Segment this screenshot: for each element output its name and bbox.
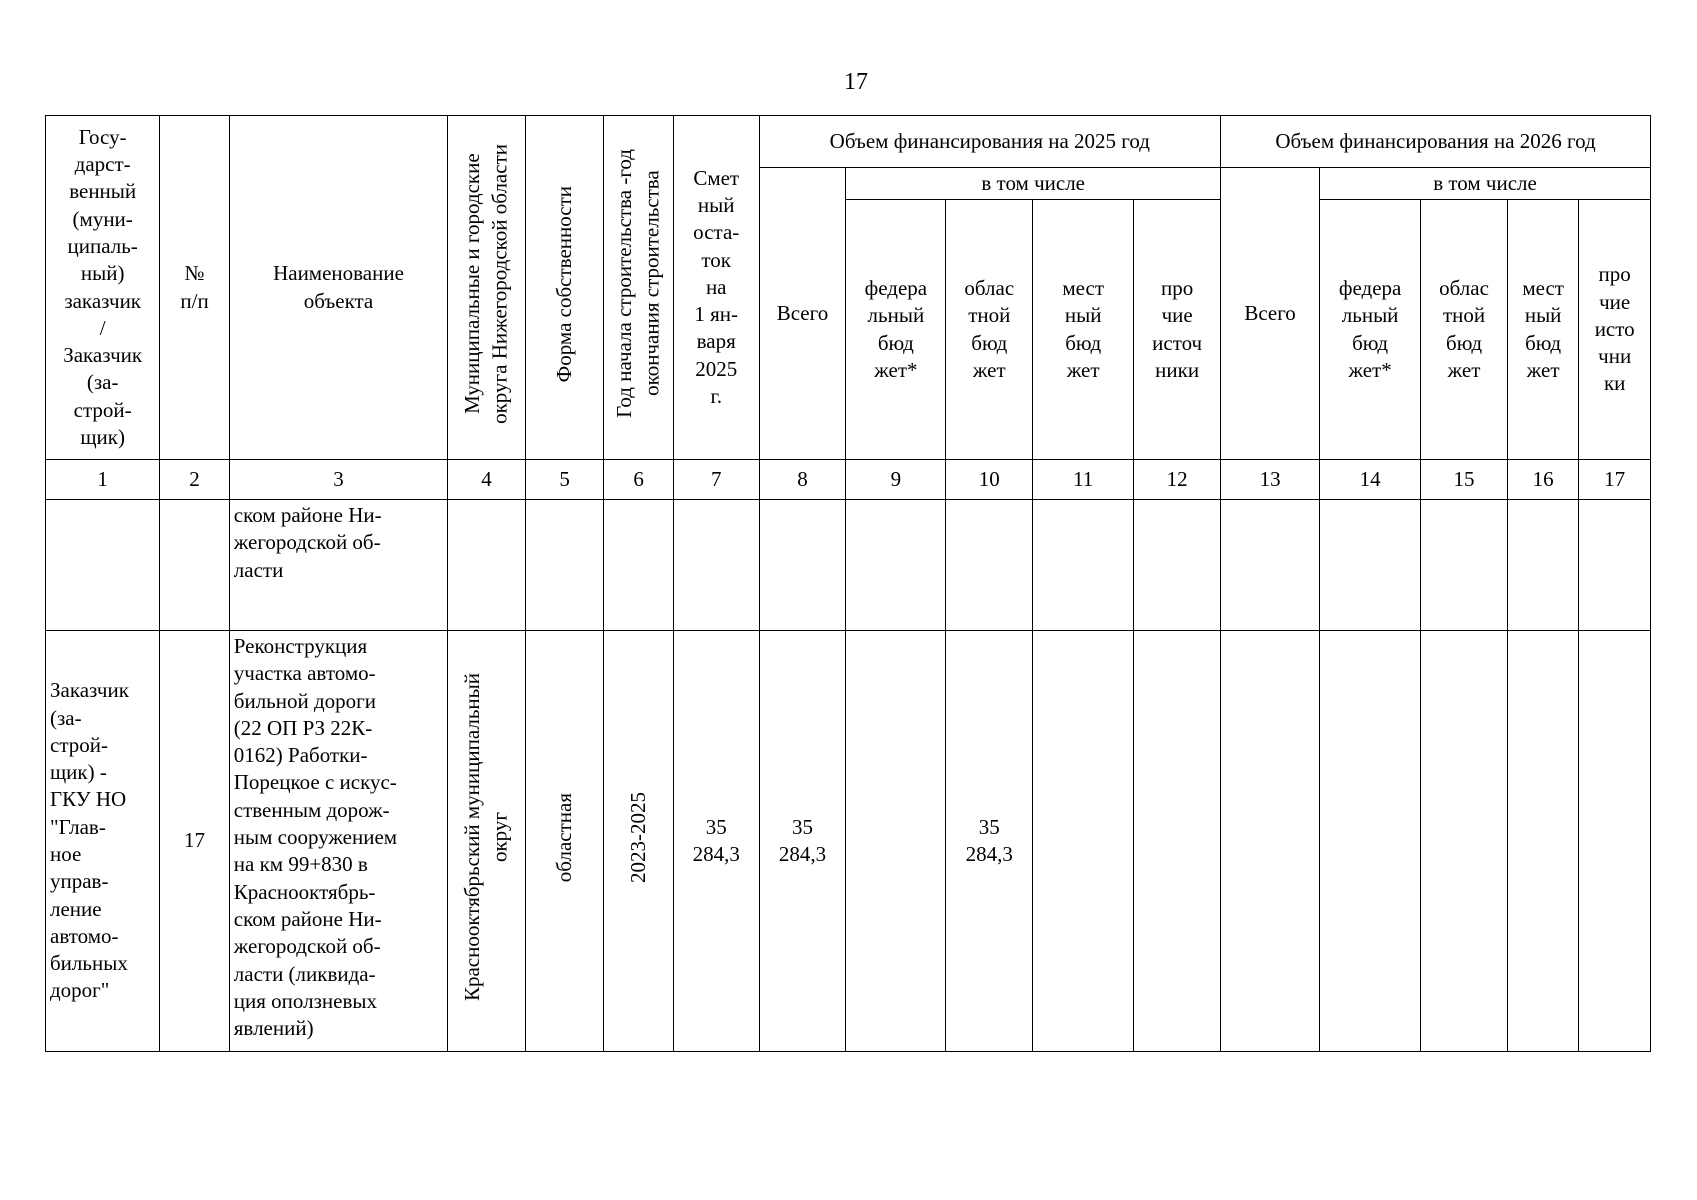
- cell-object-name: ском районе Ни- жегородской об- ласти: [229, 500, 447, 631]
- cell-municipality: [448, 631, 526, 1052]
- header-total-2026: Всего: [1221, 168, 1320, 460]
- cell-other-2025: [1134, 500, 1221, 631]
- col-number: 2: [160, 460, 229, 500]
- header-financing-2025: Объем финансирования на 2025 год: [759, 116, 1220, 168]
- cell-total-2026: [1221, 631, 1320, 1052]
- header-local-2026: мест ный бюд жет: [1507, 200, 1578, 460]
- col-number: 15: [1421, 460, 1508, 500]
- header-ownership-text: Форма собственности: [551, 185, 576, 383]
- header-years-text: Год начала строительства -год окончания строительства: [612, 149, 664, 419]
- col-number: 4: [448, 460, 526, 500]
- cell-regional-2026: [1421, 631, 1508, 1052]
- header-customer: Госу- дарст- венный (муни- ципаль- ный) заказчик / Заказчик (за- строй- щик): [46, 116, 160, 460]
- cell-years-text: 2023-2025: [625, 791, 650, 883]
- cell-local-2025: [1033, 631, 1134, 1052]
- col-number: 12: [1134, 460, 1221, 500]
- table-row: [46, 500, 1651, 631]
- cell-federal-2026: [1320, 500, 1421, 631]
- header-other-2026: про чие исто чни ки: [1579, 200, 1651, 460]
- col-number: 1: [46, 460, 160, 500]
- header-federal-2026: федера льный бюд жет*: [1320, 200, 1421, 460]
- header-financing-2026: Объем финансирования на 2026 год: [1221, 116, 1651, 168]
- header-other-2025: про чие источ ники: [1134, 200, 1221, 460]
- cell-total-2026: [1221, 500, 1320, 631]
- cell-ownership-text: областная: [551, 792, 576, 882]
- header-including-2025: в том числе: [846, 168, 1221, 200]
- header-regional-2025: облас тной бюд жет: [946, 200, 1033, 460]
- col-number: 7: [673, 460, 759, 500]
- col-number: 13: [1221, 460, 1320, 500]
- cell-local-2026: [1507, 500, 1578, 631]
- header-regional-2026: облас тной бюд жет: [1421, 200, 1508, 460]
- col-number: 5: [525, 460, 604, 500]
- header-balance: Смет ный оста- ток на 1 ян- варя 2025 г.: [673, 116, 759, 460]
- cell-other-2026: [1579, 500, 1651, 631]
- cell-regional-2025: [946, 500, 1033, 631]
- header-row-1: [46, 116, 1651, 168]
- cell-years: [604, 631, 673, 1052]
- header-object-name: Наименование объекта: [229, 116, 447, 460]
- header-municipality: [448, 116, 526, 460]
- cell-other-2026: [1579, 631, 1651, 1052]
- cell-balance: [673, 500, 759, 631]
- header-including-2026: в том числе: [1320, 168, 1651, 200]
- cell-number: 17: [160, 631, 229, 1052]
- col-number: 3: [229, 460, 447, 500]
- table-row: [46, 631, 1651, 1052]
- cell-local-2025: [1033, 500, 1134, 631]
- cell-total-2025: [759, 500, 846, 631]
- cell-federal-2026: [1320, 631, 1421, 1052]
- col-number: 9: [846, 460, 946, 500]
- header-ownership: [525, 116, 604, 460]
- cell-regional-2025: 35 284,3: [946, 631, 1033, 1052]
- header-number: № п/п: [160, 116, 229, 460]
- cell-object-name: Реконструкция участка автомо- бильной дороги (22 ОП РЗ 22К- 0162) Работки- Порецкое с искус- ственным дорож- ным сооружением на км 99+830 в Краснооктябрь- ском районе Ни- жегородской об- ласти (ликвида- ция оползневых явлений): [229, 631, 447, 1052]
- col-number: 14: [1320, 460, 1421, 500]
- cell-municipality-text: Краснооктябрьский муниципальный округ: [460, 673, 512, 1002]
- col-number: 11: [1033, 460, 1134, 500]
- cell-ownership: [525, 631, 604, 1052]
- col-number: 10: [946, 460, 1033, 500]
- cell-regional-2026: [1421, 500, 1508, 631]
- cell-years: [604, 500, 673, 631]
- cell-customer: [46, 500, 160, 631]
- col-number: 6: [604, 460, 673, 500]
- col-number: 16: [1507, 460, 1578, 500]
- cell-federal-2025: [846, 500, 946, 631]
- cell-other-2025: [1134, 631, 1221, 1052]
- header-municipality-text: Муниципальные и городские округа Нижегородской области: [460, 143, 512, 424]
- header-years: [604, 116, 673, 460]
- cell-local-2026: [1507, 631, 1578, 1052]
- header-total-2025: Всего: [759, 168, 846, 460]
- cell-federal-2025: [846, 631, 946, 1052]
- col-number: 8: [759, 460, 846, 500]
- column-number-row: [46, 460, 1651, 500]
- col-number: 17: [1579, 460, 1651, 500]
- cell-customer: Заказчик (за- строй- щик) - ГКУ НО "Глав- ное управ- ление автомо- бильных дорог": [46, 631, 160, 1052]
- header-local-2025: мест ный бюд жет: [1033, 200, 1134, 460]
- financing-table: [45, 115, 1651, 1052]
- cell-ownership: [525, 500, 604, 631]
- cell-balance: 35 284,3: [673, 631, 759, 1052]
- page-number: 17: [844, 69, 868, 95]
- cell-municipality: [448, 500, 526, 631]
- cell-number: [160, 500, 229, 631]
- header-federal-2025: федера льный бюд жет*: [846, 200, 946, 460]
- cell-total-2025: 35 284,3: [759, 631, 846, 1052]
